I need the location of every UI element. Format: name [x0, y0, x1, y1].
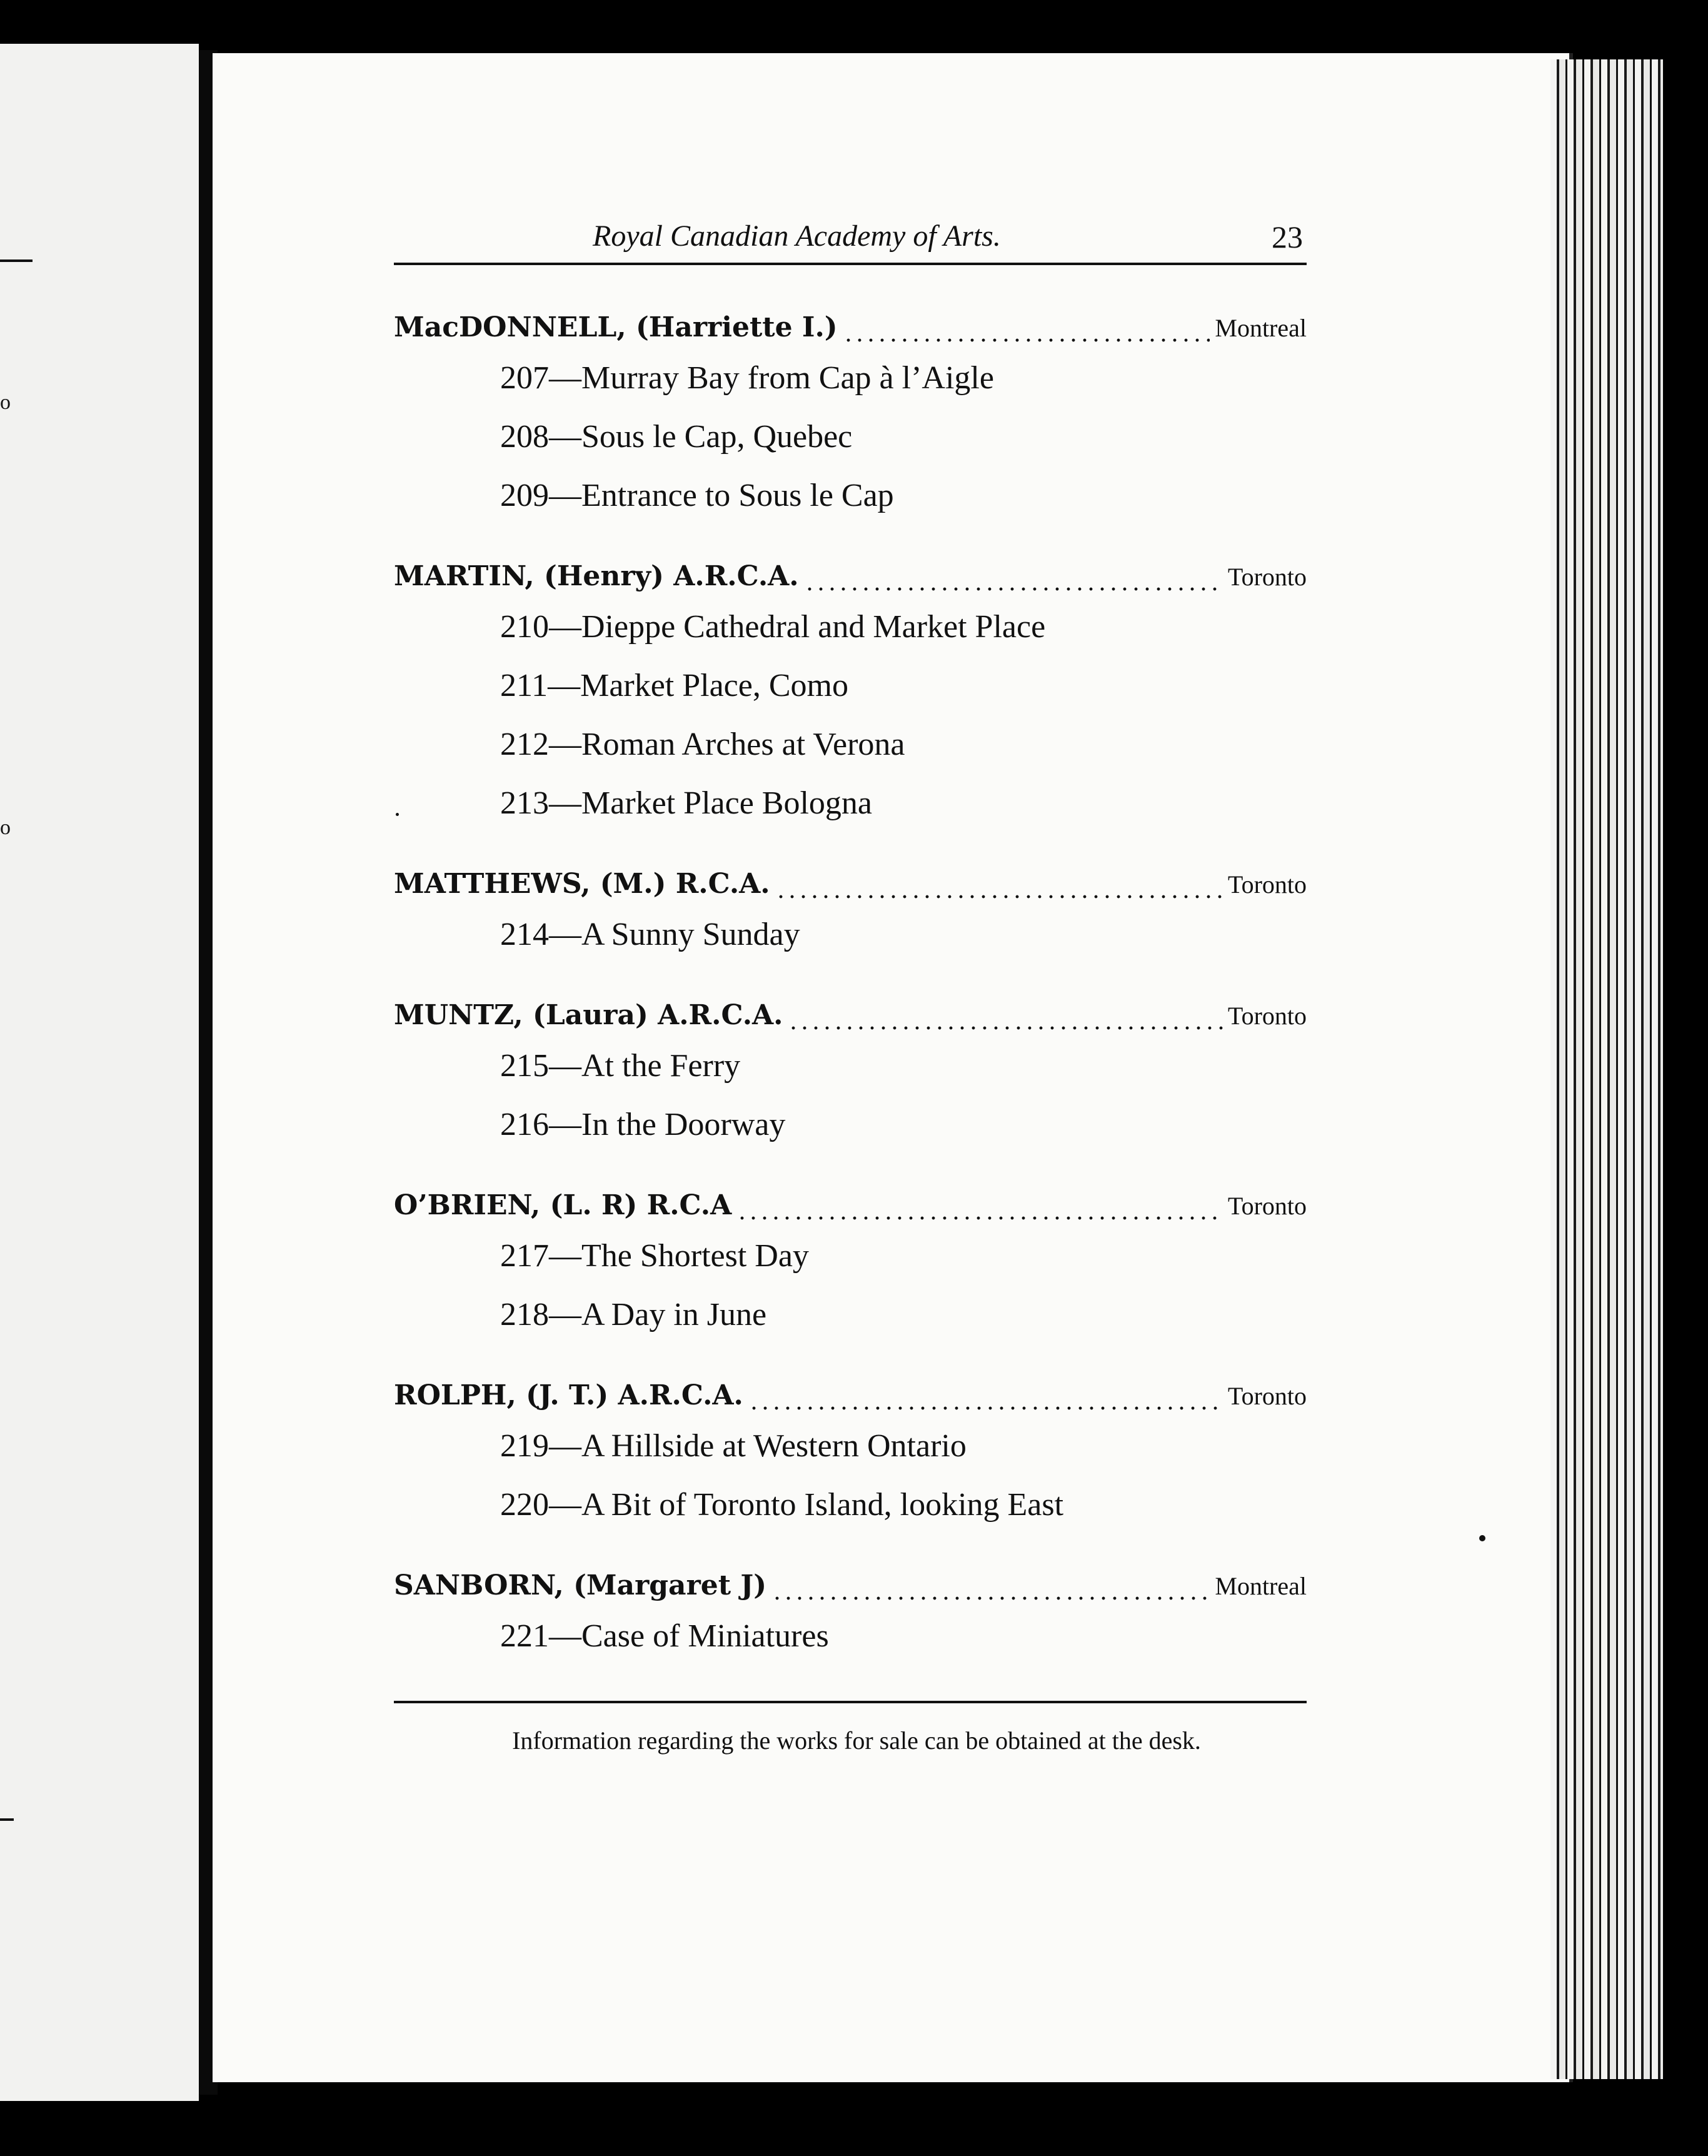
left-page-fragment: o	[0, 816, 11, 839]
work-title: In the Doorway	[581, 1107, 786, 1142]
left-page-rule-mark	[0, 1818, 14, 1821]
work-number: 214 —	[500, 917, 581, 952]
work-number: 207 —	[500, 360, 581, 396]
work-number: 209 —	[500, 478, 581, 513]
artist-name: SANBORN, (Margaret J)	[394, 1569, 767, 1601]
work-item	[500, 1096, 1307, 1154]
work-title: Dieppe Cathedral and Market Place	[581, 609, 1046, 645]
footnote: Information regarding the works for sale can be obtained at the desk.	[512, 1726, 1201, 1755]
work-title: At the Ferry	[581, 1048, 741, 1084]
work-title: Sous le Cap, Quebec	[581, 419, 853, 455]
work-number: 208 —	[500, 419, 581, 455]
work-item	[500, 905, 1307, 964]
work-item	[500, 408, 1307, 466]
running-head	[394, 206, 1307, 263]
work-item	[500, 1227, 1307, 1286]
artist-entry	[394, 999, 1307, 1154]
work-number: 212 —	[500, 727, 581, 762]
catalogue-entries	[394, 311, 1307, 1666]
artist-city: Toronto	[1227, 870, 1307, 899]
artist-city: Montreal	[1215, 314, 1307, 342]
dot-leader	[843, 318, 1210, 343]
dot-leader	[788, 1005, 1222, 1030]
work-number: 221 —	[500, 1618, 581, 1654]
work-number: 220 —	[500, 1487, 581, 1523]
work-title: The Shortest Day	[581, 1238, 809, 1274]
work-title: Entrance to Sous le Cap	[581, 478, 894, 513]
dot-leader	[775, 874, 1223, 899]
running-title: Royal Canadian Academy of Arts.	[593, 219, 1001, 253]
work-item	[500, 466, 1307, 525]
work-title: A Sunny Sunday	[581, 917, 800, 952]
work-number: 216 —	[500, 1107, 581, 1142]
footer-rule	[394, 1701, 1307, 1703]
work-title: Market Place, Como	[580, 668, 848, 703]
work-number: 215 —	[500, 1048, 581, 1084]
header-rule	[394, 263, 1307, 265]
work-item	[500, 349, 1307, 408]
artist-entry	[394, 868, 1307, 964]
work-number: 217 —	[500, 1238, 581, 1274]
work-number: 211 —	[500, 668, 580, 703]
artist-line	[394, 868, 1307, 905]
work-item	[500, 715, 1307, 774]
work-item	[500, 1417, 1307, 1476]
work-item	[500, 1607, 1307, 1666]
artist-city: Toronto	[1227, 563, 1307, 591]
artist-name: O’BRIEN, (L. R) R.C.A	[394, 1189, 732, 1221]
artist-line	[394, 1569, 1307, 1607]
work-item	[500, 657, 1307, 715]
work-title: Murray Bay from Cap à l’Aigle	[581, 360, 994, 396]
artist-entry	[394, 1379, 1307, 1534]
artist-line	[394, 311, 1307, 349]
artist-line	[394, 999, 1307, 1037]
work-number: 210 —	[500, 609, 581, 645]
work-number: 218 —	[500, 1297, 581, 1332]
scan-speck	[1479, 1535, 1485, 1541]
artist-name: ROLPH, (J. T.) A.R.C.A.	[394, 1379, 743, 1411]
left-page-edge	[0, 44, 199, 2101]
work-title: Case of Miniatures	[581, 1618, 829, 1654]
artist-city: Toronto	[1227, 1002, 1307, 1030]
artist-name: MARTIN, (Henry) A.R.C.A.	[394, 560, 799, 592]
artist-entry	[394, 1569, 1307, 1666]
artist-name: MATTHEWS, (M.) R.C.A.	[394, 868, 770, 900]
work-item	[500, 774, 1307, 833]
artist-line	[394, 560, 1307, 598]
work-title: A Hillside at Western Ontario	[581, 1428, 967, 1464]
artist-name: MUNTZ, (Laura) A.R.C.A.	[394, 999, 783, 1031]
page-content	[394, 206, 1307, 1755]
dot-leader	[771, 1576, 1210, 1601]
artist-city: Montreal	[1215, 1572, 1307, 1600]
left-page-rule-mark	[0, 259, 33, 262]
page-number: 23	[1272, 219, 1303, 254]
artist-city: Toronto	[1227, 1192, 1307, 1220]
work-number: 213 —	[500, 785, 581, 821]
artist-entry	[394, 1189, 1307, 1344]
artist-entry	[394, 560, 1307, 833]
work-title: Roman Arches at Verona	[581, 727, 905, 762]
dot-leader	[804, 567, 1223, 592]
work-title: A Day in June	[581, 1297, 767, 1332]
work-item	[500, 598, 1307, 657]
work-number: 219 —	[500, 1428, 581, 1464]
dot-leader	[736, 1196, 1223, 1221]
left-page-fragment: o	[0, 391, 11, 414]
artist-entry	[394, 311, 1307, 525]
artist-city: Toronto	[1227, 1382, 1307, 1410]
artist-line	[394, 1379, 1307, 1417]
dot-leader	[748, 1386, 1223, 1411]
artist-line	[394, 1189, 1307, 1227]
work-title: A Bit of Toronto Island, looking East	[581, 1487, 1064, 1523]
work-item	[500, 1286, 1307, 1344]
work-item	[500, 1037, 1307, 1096]
artist-name: MacDONNELL, (Harriette I.)	[394, 311, 838, 343]
work-title: Market Place Bologna	[581, 785, 872, 821]
work-item	[500, 1476, 1307, 1534]
page-edges	[1550, 59, 1663, 2079]
